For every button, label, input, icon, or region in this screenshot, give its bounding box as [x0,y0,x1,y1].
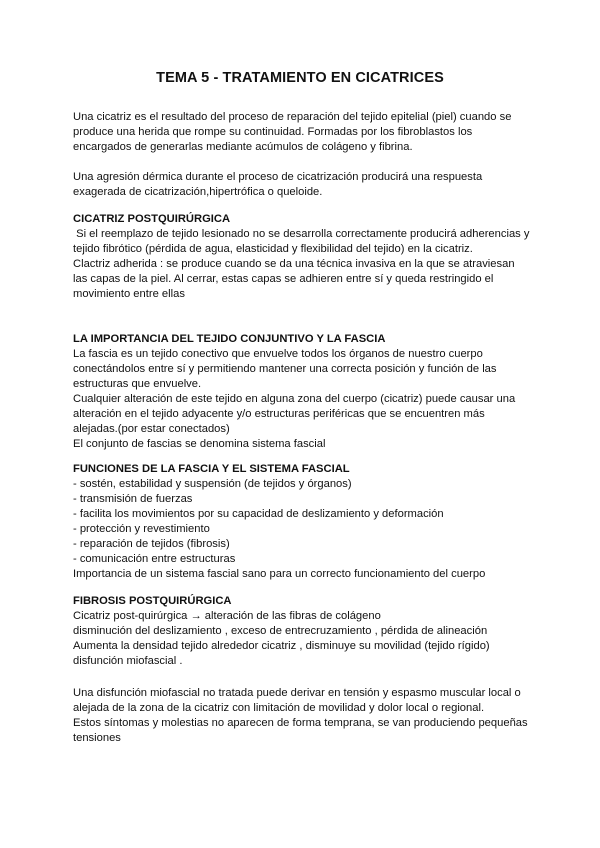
text-line: encargados de generarlas mediante acúmulos de colágeno y fibrina. [73,141,413,153]
text-line: Una agresión dérmica durante el proceso de cicatrización producirá una respuesta [73,171,483,183]
section-funciones-fascia [73,462,533,582]
text-line: conectándolos entre sí y permitiendo mantener una correcta posición y función de las [73,363,497,375]
text-line: Cicatriz post-quirúrgica → alteración de las fibras de colágeno [73,610,381,622]
text-line: alejadas.(por estar conectados) [73,423,230,435]
text-line: alejada de la zona de la cicatriz con limitación de movilidad y dolor local o regional. [73,702,485,714]
section-cicatriz-postquirurgica [73,212,533,302]
text-line: Cualquier alteración de este tejido en alguna zona del cuerpo (cicatriz) puede causar una [73,393,516,405]
list-item: - reparación de tejidos (fibrosis) [73,538,230,550]
section-heading: FIBROSIS POSTQUIRÚRGICA [73,595,232,607]
page-title: TEMA 5 - TRATAMIENTO EN CICATRICES [156,70,444,86]
list-item: - sostén, estabilidad y suspensión (de tejidos y órganos) [73,478,352,490]
list-item: - protección y revestimiento [73,523,210,535]
text-line: Una cicatriz es el resultado del proceso de reparación del tejido epitelial (piel) cuando se [73,111,512,123]
intro-paragraph [73,110,533,155]
text-line: disminución del deslizamiento , exceso de entrecruzamiento , pérdida de alineación [73,625,488,637]
text-line: disfunción miofascial . [73,655,183,667]
text-line: Importancia de un sistema fascial sano para un correcto funcionamiento del cuerpo [73,568,486,580]
text-line: Aumenta la densidad tejido alrededor cicatriz , disminuye su movilidad (tejido rígido) [73,640,490,652]
agresion-paragraph [73,170,533,200]
section-heading: LA IMPORTANCIA DEL TEJIDO CONJUNTIVO Y LA FASCIA [73,333,386,345]
section-fibrosis-postquirurgica [73,594,533,669]
text-line: La fascia es un tejido conectivo que envuelve todos los órganos de nuestro cuerpo [73,348,483,360]
text-line: alteración en el tejido adyacente y/o estructuras periféricas que se encuentren más [73,408,485,420]
list-item: - comunicación entre estructuras [73,553,236,565]
text-line: produce una herida que rompe su continuidad. Formadas por los fibroblastos los [73,126,473,138]
closing-paragraph [73,686,533,746]
text-line: Clactriz adherida : se produce cuando se da una técnica invasiva en la que se atraviesan [73,258,515,270]
list-item: - facilita los movimientos por su capacidad de deslizamiento y deformación [73,508,444,520]
text-line: estructuras que envuelve. [73,378,202,390]
section-heading: CICATRIZ POSTQUIRÚRGICA [73,213,231,225]
text-line: El conjunto de fascias se denomina sistema fascial [73,438,326,450]
text-line: Estos síntomas y molestias no aparecen de forma temprana, se van produciendo pequeñas [73,717,528,729]
text-line: Si el reemplazo de tejido lesionado no se desarrolla correctamente producirá adherencias y [73,228,530,240]
section-heading: FUNCIONES DE LA FASCIA Y EL SISTEMA FASCIAL [73,463,350,475]
text-line: tensiones [73,732,121,744]
section-tejido-conjuntivo [73,332,533,452]
text-line: tejido fibrótico (pérdida de agua, elasticidad y flexibilidad del tejido) en la cicatriz. [73,243,473,255]
text-line: las capas de la piel. Al cerrar, estas capas se adhieren entre sí y queda restringido el [73,273,494,285]
list-item: - transmisión de fuerzas [73,493,193,505]
text-line: movimiento entre ellas [73,288,185,300]
text-line: Una disfunción miofascial no tratada puede derivar en tensión y espasmo muscular local o [73,687,521,699]
text-line: exagerada de cicatrización,hipertrófica o queloide. [73,186,323,198]
